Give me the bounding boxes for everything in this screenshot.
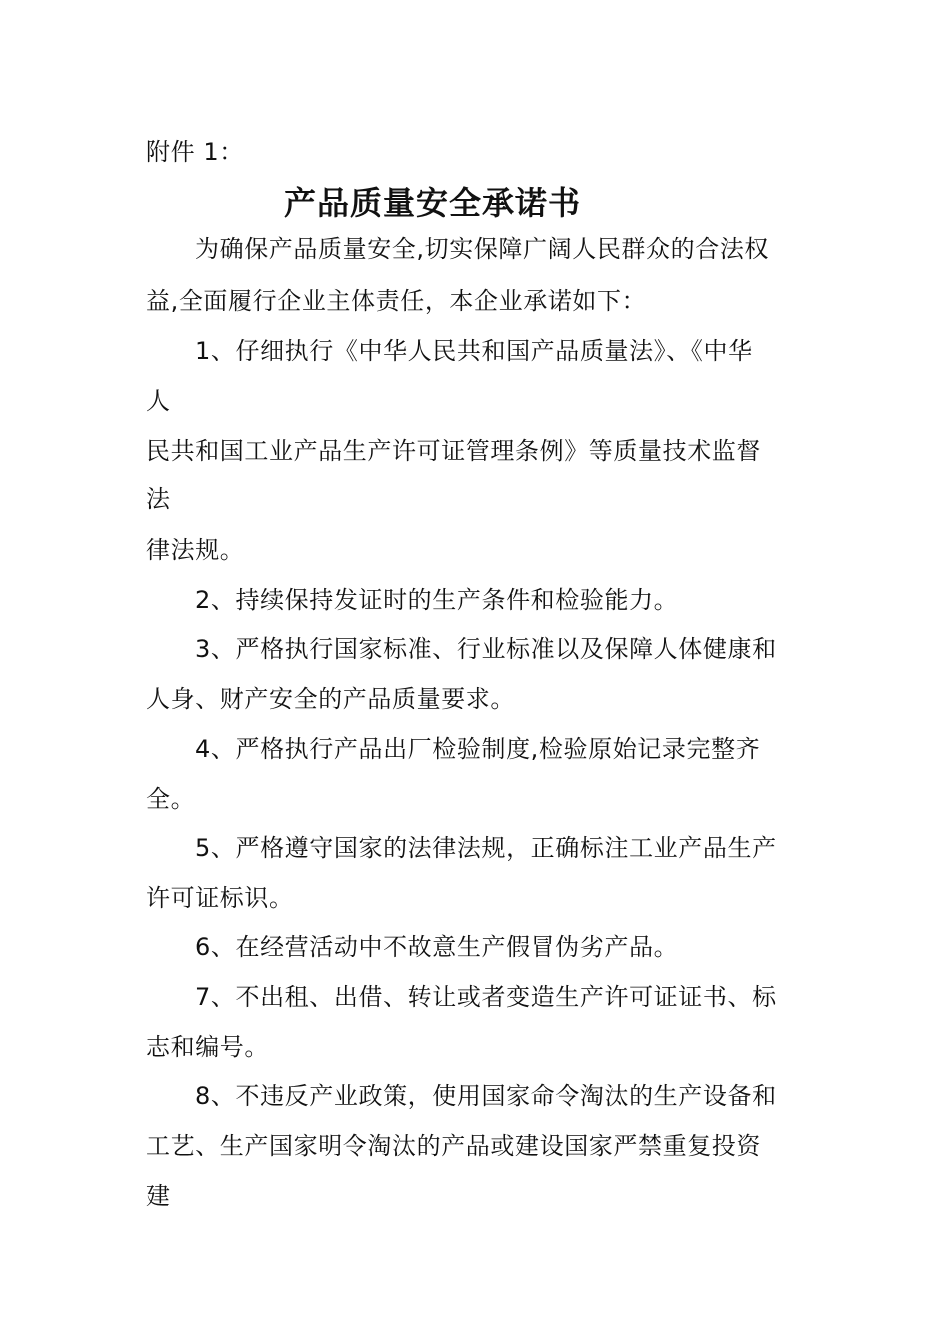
body-line: 建: [146, 1182, 171, 1210]
body-line: 人: [146, 387, 171, 415]
body-line: 工艺、生产国家明令淘汰的产品或建设国家严禁重复投资: [146, 1132, 761, 1160]
body-line: 4、严格执行产品出厂检验制度,检验原始记录完整齐: [195, 735, 761, 763]
body-line: 志和编号。: [146, 1033, 269, 1061]
body-line: 7、不出租、出借、转让或者变造生产许可证证书、标: [195, 983, 777, 1011]
body-line: 益,全面履行企业主体责任，本企业承诺如下：: [146, 287, 647, 315]
body-line: 2、持续保持发证时的生产条件和检验能力。: [195, 586, 679, 614]
attachment-label: 附件 1：: [146, 138, 244, 166]
body-line: 5、严格遵守国家的法律法规，正确标注工业产品生产: [195, 834, 777, 862]
body-line: 律法规。: [146, 536, 245, 564]
body-line: 全。: [146, 785, 196, 813]
body-line: 6、在经营活动中不故意生产假冒伪劣产品。: [195, 933, 679, 961]
body-line: 法: [146, 485, 171, 513]
body-line: 3、严格执行国家标准、行业标准以及保障人体健康和: [195, 635, 777, 663]
document-title: 产品质量安全承诺书: [284, 184, 582, 222]
body-line: 为确保产品质量安全,切实保障广阔人民群众的合法权: [195, 235, 770, 263]
body-line: 民共和国工业产品生产许可证管理条例》等质量技术监督: [146, 437, 761, 465]
body-line: 人身、财产安全的产品质量要求。: [146, 685, 515, 713]
body-line: 许可证标识。: [146, 884, 294, 912]
body-line: 8、不违反产业政策，使用国家命令淘汰的生产设备和: [195, 1082, 777, 1110]
body-line: 1、仔细执行《中华人民共和国产品质量法》、《中华: [195, 337, 753, 365]
